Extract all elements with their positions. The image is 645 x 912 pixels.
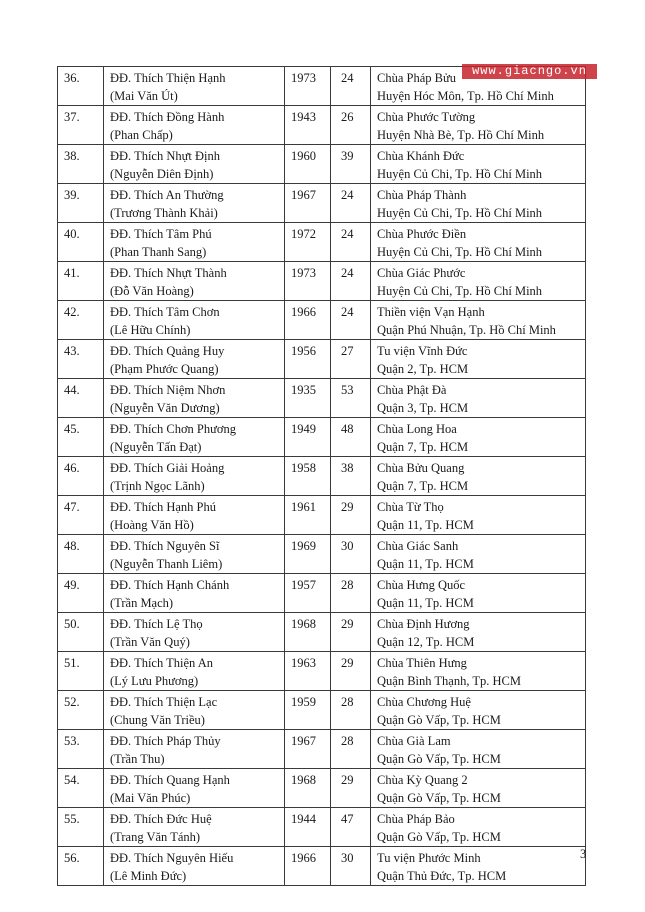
age-cell	[331, 496, 371, 535]
age-value: 29	[341, 656, 354, 670]
temple-name: Chùa Từ Thọ	[377, 500, 444, 514]
age-cell	[331, 340, 371, 379]
row-number-cell	[58, 847, 104, 886]
dharma-name: ĐĐ. Thích Hạnh Phú	[110, 500, 217, 514]
age-cell	[331, 67, 371, 106]
birth-year: 1944	[291, 812, 316, 826]
row-number: 36.	[64, 71, 80, 85]
birth-year: 1967	[291, 188, 316, 202]
row-number: 42.	[64, 305, 80, 319]
dharma-name: ĐĐ. Thích Chơn Phương	[110, 422, 237, 436]
birth-year: 1949	[291, 422, 316, 436]
age-cell	[331, 808, 371, 847]
age-cell	[331, 379, 371, 418]
birth-year: 1960	[291, 149, 316, 163]
birth-year-cell	[285, 184, 331, 223]
temple-location: Quận 11, Tp. HCM	[377, 518, 474, 532]
row-number: 54.	[64, 773, 80, 787]
temple-location: Quận Gò Vấp, Tp. HCM	[377, 830, 501, 844]
row-number-cell	[58, 184, 104, 223]
temple-cell	[371, 418, 586, 457]
monk-roster-table	[57, 66, 586, 886]
secular-name: (Nguyễn Văn Dương)	[110, 401, 220, 415]
birth-year-cell	[285, 808, 331, 847]
dharma-name: ĐĐ. Thích Nguyên Sĩ	[110, 539, 220, 553]
age-cell	[331, 457, 371, 496]
birth-year-cell	[285, 574, 331, 613]
dharma-name: ĐĐ. Thích Tâm Chơn	[110, 305, 220, 319]
temple-name: Chùa Giác Sanh	[377, 539, 459, 553]
temple-location: Huyện Củ Chi, Tp. Hồ Chí Minh	[377, 206, 543, 220]
row-number: 38.	[64, 149, 80, 163]
dharma-name: ĐĐ. Thích Đồng Hành	[110, 110, 225, 124]
monk-name-cell	[104, 613, 285, 652]
roster-table-body	[58, 67, 586, 886]
row-number-cell	[58, 574, 104, 613]
row-number: 52.	[64, 695, 80, 709]
dharma-name: ĐĐ. Thích Pháp Thủy	[110, 734, 221, 748]
dharma-name: ĐĐ. Thích Lệ Thọ	[110, 617, 203, 631]
dharma-name: ĐĐ. Thích Quảng Huy	[110, 344, 225, 358]
temple-cell	[371, 340, 586, 379]
table-row	[58, 418, 586, 457]
age-value: 29	[341, 500, 354, 514]
age-value: 39	[341, 149, 354, 163]
birth-year-cell	[285, 847, 331, 886]
temple-cell	[371, 730, 586, 769]
temple-name: Tu viện Phước Minh	[377, 851, 481, 865]
row-number: 45.	[64, 422, 80, 436]
row-number: 43.	[64, 344, 80, 358]
temple-cell	[371, 223, 586, 262]
temple-cell	[371, 262, 586, 301]
birth-year: 1969	[291, 539, 316, 553]
birth-year-cell	[285, 106, 331, 145]
table-row	[58, 457, 586, 496]
temple-name: Chùa Hưng Quốc	[377, 578, 466, 592]
age-cell	[331, 184, 371, 223]
birth-year-cell	[285, 652, 331, 691]
birth-year-cell	[285, 535, 331, 574]
birth-year-cell	[285, 301, 331, 340]
age-value: 30	[341, 851, 354, 865]
table-row	[58, 574, 586, 613]
temple-name: Chùa Pháp Bảo	[377, 812, 455, 826]
temple-name: Tu viện Vĩnh Đức	[377, 344, 468, 358]
dharma-name: ĐĐ. Thích Nhựt Định	[110, 149, 221, 163]
temple-location: Quận 11, Tp. HCM	[377, 557, 474, 571]
temple-name: Chùa Chương Huệ	[377, 695, 471, 709]
row-number-cell	[58, 223, 104, 262]
age-value: 24	[341, 188, 354, 202]
age-value: 28	[341, 578, 354, 592]
table-row	[58, 379, 586, 418]
temple-cell	[371, 457, 586, 496]
secular-name: (Phan Chấp)	[110, 128, 173, 142]
dharma-name: ĐĐ. Thích Quang Hạnh	[110, 773, 230, 787]
temple-name: Chùa Pháp Thành	[377, 188, 467, 202]
birth-year-cell	[285, 457, 331, 496]
age-value: 29	[341, 617, 354, 631]
birth-year: 1959	[291, 695, 316, 709]
temple-location: Quận 7, Tp. HCM	[377, 479, 469, 493]
birth-year: 1973	[291, 71, 316, 85]
table-row	[58, 730, 586, 769]
birth-year-cell	[285, 496, 331, 535]
temple-name: Chùa Pháp Bửu	[377, 71, 456, 85]
row-number-cell	[58, 691, 104, 730]
table-row	[58, 769, 586, 808]
temple-location: Huyện Củ Chi, Tp. Hồ Chí Minh	[377, 167, 543, 181]
temple-cell	[371, 145, 586, 184]
age-value: 24	[341, 227, 354, 241]
secular-name: (Phan Thanh Sang)	[110, 245, 207, 259]
temple-cell	[371, 301, 586, 340]
temple-cell	[371, 613, 586, 652]
temple-name: Chùa Già Lam	[377, 734, 451, 748]
temple-cell	[371, 652, 586, 691]
secular-name: (Nguyễn Thanh Liêm)	[110, 557, 223, 571]
secular-name: (Trần Mạch)	[110, 596, 174, 610]
row-number: 44.	[64, 383, 80, 397]
age-cell	[331, 613, 371, 652]
birth-year-cell	[285, 691, 331, 730]
temple-name: Thiền viện Vạn Hạnh	[377, 305, 485, 319]
row-number: 49.	[64, 578, 80, 592]
row-number: 39.	[64, 188, 80, 202]
row-number-cell	[58, 379, 104, 418]
age-value: 28	[341, 695, 354, 709]
dharma-name: ĐĐ. Thích Thiện Hạnh	[110, 71, 226, 85]
birth-year: 1963	[291, 656, 316, 670]
table-row	[58, 496, 586, 535]
dharma-name: ĐĐ. Thích Hạnh Chánh	[110, 578, 230, 592]
monk-name-cell	[104, 652, 285, 691]
birth-year-cell	[285, 613, 331, 652]
table-row	[58, 535, 586, 574]
age-cell	[331, 262, 371, 301]
secular-name: (Nguyễn Diên Định)	[110, 167, 214, 181]
table-row	[58, 613, 586, 652]
birth-year-cell	[285, 67, 331, 106]
temple-location: Quận 2, Tp. HCM	[377, 362, 469, 376]
temple-cell	[371, 574, 586, 613]
row-number: 50.	[64, 617, 80, 631]
temple-location: Quận 3, Tp. HCM	[377, 401, 469, 415]
temple-cell	[371, 496, 586, 535]
table-row	[58, 106, 586, 145]
row-number: 51.	[64, 656, 80, 670]
monk-name-cell	[104, 379, 285, 418]
row-number: 53.	[64, 734, 80, 748]
secular-name: (Trịnh Ngọc Lãnh)	[110, 479, 205, 493]
temple-location: Quận Gò Vấp, Tp. HCM	[377, 752, 501, 766]
birth-year-cell	[285, 418, 331, 457]
age-cell	[331, 730, 371, 769]
birth-year: 1967	[291, 734, 316, 748]
monk-name-cell	[104, 418, 285, 457]
birth-year: 1957	[291, 578, 316, 592]
temple-location: Huyện Nhà Bè, Tp. Hồ Chí Minh	[377, 128, 545, 142]
row-number-cell	[58, 496, 104, 535]
monk-name-cell	[104, 340, 285, 379]
temple-cell	[371, 808, 586, 847]
table-row	[58, 184, 586, 223]
row-number: 55.	[64, 812, 80, 826]
row-number-cell	[58, 808, 104, 847]
secular-name: (Trần Thu)	[110, 752, 165, 766]
birth-year: 1943	[291, 110, 316, 124]
temple-location: Quận Thủ Đức, Tp. HCM	[377, 869, 507, 883]
row-number-cell	[58, 301, 104, 340]
age-value: 53	[341, 383, 354, 397]
page-number: 3	[580, 847, 587, 861]
watermark-logo: www.giacngo.vn	[462, 64, 597, 79]
temple-location: Quận 11, Tp. HCM	[377, 596, 474, 610]
secular-name: (Chung Văn Triều)	[110, 713, 205, 727]
temple-cell	[371, 535, 586, 574]
age-value: 28	[341, 734, 354, 748]
age-value: 27	[341, 344, 354, 358]
birth-year: 1966	[291, 305, 316, 319]
temple-name: Chùa Thiên Hưng	[377, 656, 467, 670]
temple-cell	[371, 106, 586, 145]
birth-year-cell	[285, 379, 331, 418]
dharma-name: ĐĐ. Thích Giải Hoảng	[110, 461, 225, 475]
monk-name-cell	[104, 730, 285, 769]
monk-name-cell	[104, 847, 285, 886]
age-value: 24	[341, 71, 354, 85]
monk-name-cell	[104, 457, 285, 496]
row-number: 48.	[64, 539, 80, 553]
secular-name: (Mai Văn Phúc)	[110, 791, 191, 805]
temple-location: Quận Gò Vấp, Tp. HCM	[377, 791, 501, 805]
monk-name-cell	[104, 535, 285, 574]
dharma-name: ĐĐ. Thích Thiện Lạc	[110, 695, 218, 709]
temple-name: Chùa Bửu Quang	[377, 461, 465, 475]
birth-year-cell	[285, 145, 331, 184]
age-value: 24	[341, 305, 354, 319]
birth-year: 1961	[291, 500, 316, 514]
age-value: 47	[341, 812, 354, 826]
row-number-cell	[58, 145, 104, 184]
temple-location: Quận 7, Tp. HCM	[377, 440, 469, 454]
birth-year: 1966	[291, 851, 316, 865]
age-cell	[331, 535, 371, 574]
table-row	[58, 808, 586, 847]
table-row	[58, 145, 586, 184]
temple-name: Chùa Khánh Đức	[377, 149, 465, 163]
row-number-cell	[58, 652, 104, 691]
dharma-name: ĐĐ. Thích Thiện An	[110, 656, 214, 670]
monk-name-cell	[104, 67, 285, 106]
age-cell	[331, 301, 371, 340]
monk-name-cell	[104, 262, 285, 301]
age-cell	[331, 769, 371, 808]
row-number: 46.	[64, 461, 80, 475]
row-number-cell	[58, 730, 104, 769]
table-row	[58, 691, 586, 730]
row-number-cell	[58, 106, 104, 145]
temple-name: Chùa Long Hoa	[377, 422, 457, 436]
temple-location: Quận Bình Thạnh, Tp. HCM	[377, 674, 521, 688]
temple-cell	[371, 847, 586, 886]
age-value: 48	[341, 422, 354, 436]
table-row	[58, 652, 586, 691]
age-cell	[331, 574, 371, 613]
table-row	[58, 262, 586, 301]
temple-name: Chùa Định Hương	[377, 617, 470, 631]
secular-name: (Lê Hữu Chính)	[110, 323, 191, 337]
secular-name: (Mai Văn Út)	[110, 89, 178, 103]
monk-name-cell	[104, 301, 285, 340]
row-number-cell	[58, 262, 104, 301]
temple-location: Quận Phú Nhuận, Tp. Hồ Chí Minh	[377, 323, 556, 337]
birth-year: 1935	[291, 383, 316, 397]
birth-year: 1958	[291, 461, 316, 475]
row-number: 37.	[64, 110, 80, 124]
temple-location: Quận Gò Vấp, Tp. HCM	[377, 713, 501, 727]
table-row	[58, 223, 586, 262]
temple-location: Huyện Củ Chi, Tp. Hồ Chí Minh	[377, 284, 543, 298]
temple-location: Huyện Củ Chi, Tp. Hồ Chí Minh	[377, 245, 543, 259]
row-number-cell	[58, 613, 104, 652]
dharma-name: ĐĐ. Thích Nguyên Hiếu	[110, 851, 234, 865]
birth-year-cell	[285, 769, 331, 808]
birth-year: 1973	[291, 266, 316, 280]
age-cell	[331, 691, 371, 730]
row-number: 40.	[64, 227, 80, 241]
row-number-cell	[58, 457, 104, 496]
dharma-name: ĐĐ. Thích Niệm Nhơn	[110, 383, 226, 397]
secular-name: (Nguyễn Tấn Đạt)	[110, 440, 202, 454]
temple-name: Chùa Kỳ Quang 2	[377, 773, 468, 787]
row-number-cell	[58, 769, 104, 808]
secular-name: (Hoàng Văn Hồ)	[110, 518, 194, 532]
dharma-name: ĐĐ. Thích Nhựt Thành	[110, 266, 227, 280]
monk-name-cell	[104, 496, 285, 535]
monk-name-cell	[104, 145, 285, 184]
temple-location: Quận 12, Tp. HCM	[377, 635, 475, 649]
age-value: 29	[341, 773, 354, 787]
row-number: 41.	[64, 266, 80, 280]
birth-year-cell	[285, 730, 331, 769]
age-cell	[331, 847, 371, 886]
temple-cell	[371, 379, 586, 418]
birth-year: 1968	[291, 773, 316, 787]
age-cell	[331, 106, 371, 145]
secular-name: (Trương Thành Khải)	[110, 206, 218, 220]
temple-cell	[371, 691, 586, 730]
secular-name: (Trần Văn Quý)	[110, 635, 190, 649]
row-number: 56.	[64, 851, 80, 865]
row-number-cell	[58, 340, 104, 379]
table-row	[58, 847, 586, 886]
monk-name-cell	[104, 574, 285, 613]
age-value: 30	[341, 539, 354, 553]
monk-name-cell	[104, 106, 285, 145]
birth-year: 1972	[291, 227, 316, 241]
row-number: 47.	[64, 500, 80, 514]
age-value: 24	[341, 266, 354, 280]
dharma-name: ĐĐ. Thích Tâm Phú	[110, 227, 212, 241]
temple-cell	[371, 769, 586, 808]
monk-name-cell	[104, 769, 285, 808]
age-cell	[331, 418, 371, 457]
age-cell	[331, 652, 371, 691]
row-number-cell	[58, 67, 104, 106]
table-row	[58, 340, 586, 379]
dharma-name: ĐĐ. Thích Đức Huệ	[110, 812, 212, 826]
monk-name-cell	[104, 808, 285, 847]
birth-year: 1968	[291, 617, 316, 631]
row-number-cell	[58, 418, 104, 457]
temple-location: Huyện Hóc Môn, Tp. Hồ Chí Minh	[377, 89, 554, 103]
age-cell	[331, 223, 371, 262]
monk-name-cell	[104, 223, 285, 262]
secular-name: (Lý Lưu Phương)	[110, 674, 199, 688]
row-number-cell	[58, 535, 104, 574]
birth-year-cell	[285, 340, 331, 379]
temple-name: Chùa Phước Điền	[377, 227, 467, 241]
secular-name: (Đỗ Văn Hoàng)	[110, 284, 194, 298]
secular-name: (Phạm Phước Quang)	[110, 362, 219, 376]
temple-name: Chùa Giác Phước	[377, 266, 466, 280]
monk-name-cell	[104, 184, 285, 223]
temple-name: Chùa Phật Đà	[377, 383, 447, 397]
monk-name-cell	[104, 691, 285, 730]
dharma-name: ĐĐ. Thích An Thường	[110, 188, 224, 202]
birth-year-cell	[285, 223, 331, 262]
birth-year-cell	[285, 262, 331, 301]
secular-name: (Trang Văn Tánh)	[110, 830, 201, 844]
temple-name: Chùa Phước Tường	[377, 110, 476, 124]
birth-year: 1956	[291, 344, 316, 358]
table-row	[58, 301, 586, 340]
age-value: 26	[341, 110, 354, 124]
age-value: 38	[341, 461, 354, 475]
secular-name: (Lê Minh Đức)	[110, 869, 187, 883]
temple-cell	[371, 184, 586, 223]
age-cell	[331, 145, 371, 184]
